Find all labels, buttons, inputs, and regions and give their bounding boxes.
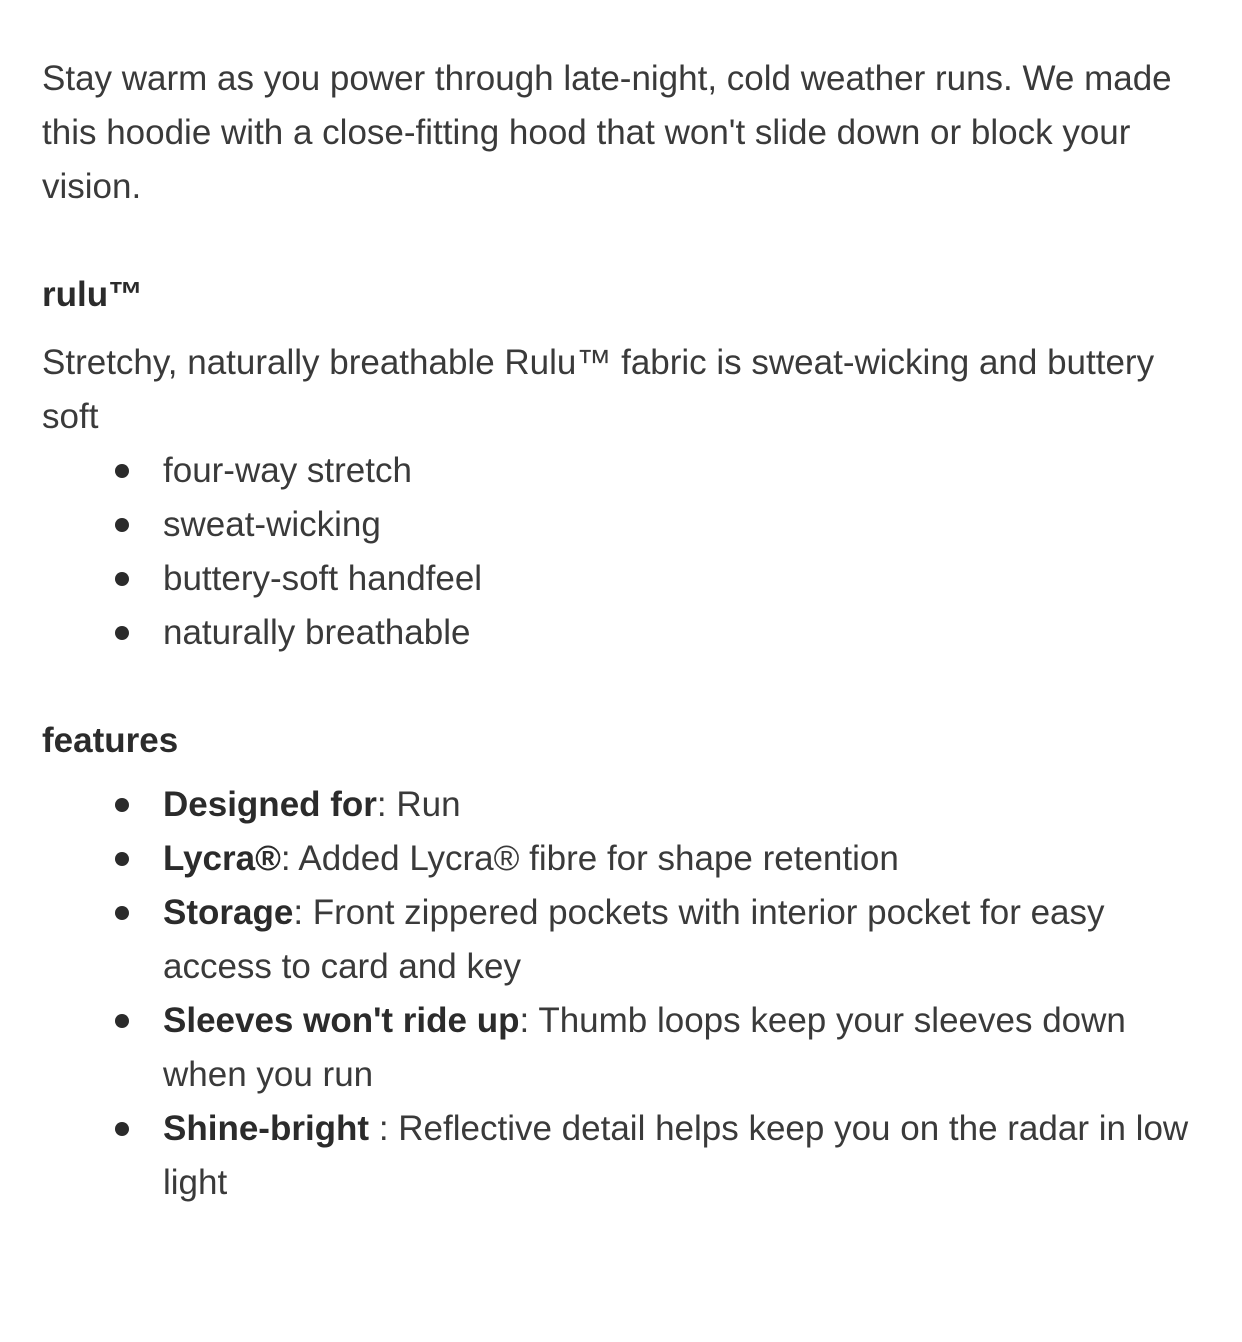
features-list bbox=[42, 778, 1212, 1210]
list-item bbox=[42, 606, 1212, 660]
list-item bbox=[42, 778, 1212, 832]
list-item bbox=[42, 552, 1212, 606]
bullet-icon bbox=[115, 906, 129, 920]
feature-separator: : bbox=[293, 893, 313, 932]
list-item bbox=[42, 444, 1212, 498]
bullet-icon bbox=[115, 572, 129, 586]
feature-label: Lycra® bbox=[163, 839, 281, 878]
features-heading: features bbox=[42, 721, 179, 760]
rulu-heading: rulu™ bbox=[42, 275, 144, 314]
rulu-list bbox=[42, 444, 1212, 660]
feature-separator: : bbox=[369, 1109, 399, 1148]
feature-label: Shine-bright bbox=[163, 1109, 370, 1148]
feature-separator: : bbox=[280, 839, 299, 878]
feature-text: Run bbox=[396, 785, 461, 824]
list-item bbox=[42, 832, 1212, 886]
feature-text: Thumb loops keep your sleeves down when you run bbox=[163, 1001, 1126, 1094]
feature-text: Reflective detail helps keep you on the radar in low light bbox=[163, 1109, 1189, 1202]
feature-label: Sleeves won't ride up bbox=[163, 1001, 520, 1040]
bullet-icon bbox=[115, 852, 129, 866]
feature-separator: : bbox=[519, 1001, 539, 1040]
list-item bbox=[42, 1102, 1212, 1210]
rulu-item-text: four-way stretch bbox=[163, 451, 412, 490]
rulu-item-text: sweat-wicking bbox=[163, 505, 381, 544]
bullet-icon bbox=[115, 518, 129, 532]
feature-label: Storage bbox=[163, 893, 294, 932]
feature-text: Front zippered pockets with interior pocket for easy access to card and key bbox=[163, 893, 1105, 986]
bullet-icon bbox=[115, 1122, 129, 1136]
list-item bbox=[42, 886, 1212, 994]
bullet-icon bbox=[115, 1014, 129, 1028]
bullet-icon bbox=[115, 626, 129, 640]
bullet-icon bbox=[115, 464, 129, 478]
rulu-description: Stretchy, naturally breathable Rulu™ fabric is sweat-wicking and buttery soft bbox=[42, 343, 1155, 436]
feature-label: Designed for bbox=[163, 785, 377, 824]
feature-separator: : bbox=[376, 785, 397, 824]
rulu-item-text: naturally breathable bbox=[163, 613, 471, 652]
list-item bbox=[42, 498, 1212, 552]
feature-text: Added Lycra® fibre for shape retention bbox=[298, 839, 899, 878]
intro-paragraph: Stay warm as you power through late-night, cold weather runs. We made this hoodie with a close-fitting hood that won't slide down or block your vision. bbox=[42, 59, 1172, 206]
list-item bbox=[42, 994, 1212, 1102]
rulu-item-text: buttery-soft handfeel bbox=[163, 559, 483, 598]
product-description bbox=[42, 52, 1212, 1210]
bullet-icon bbox=[115, 798, 129, 812]
